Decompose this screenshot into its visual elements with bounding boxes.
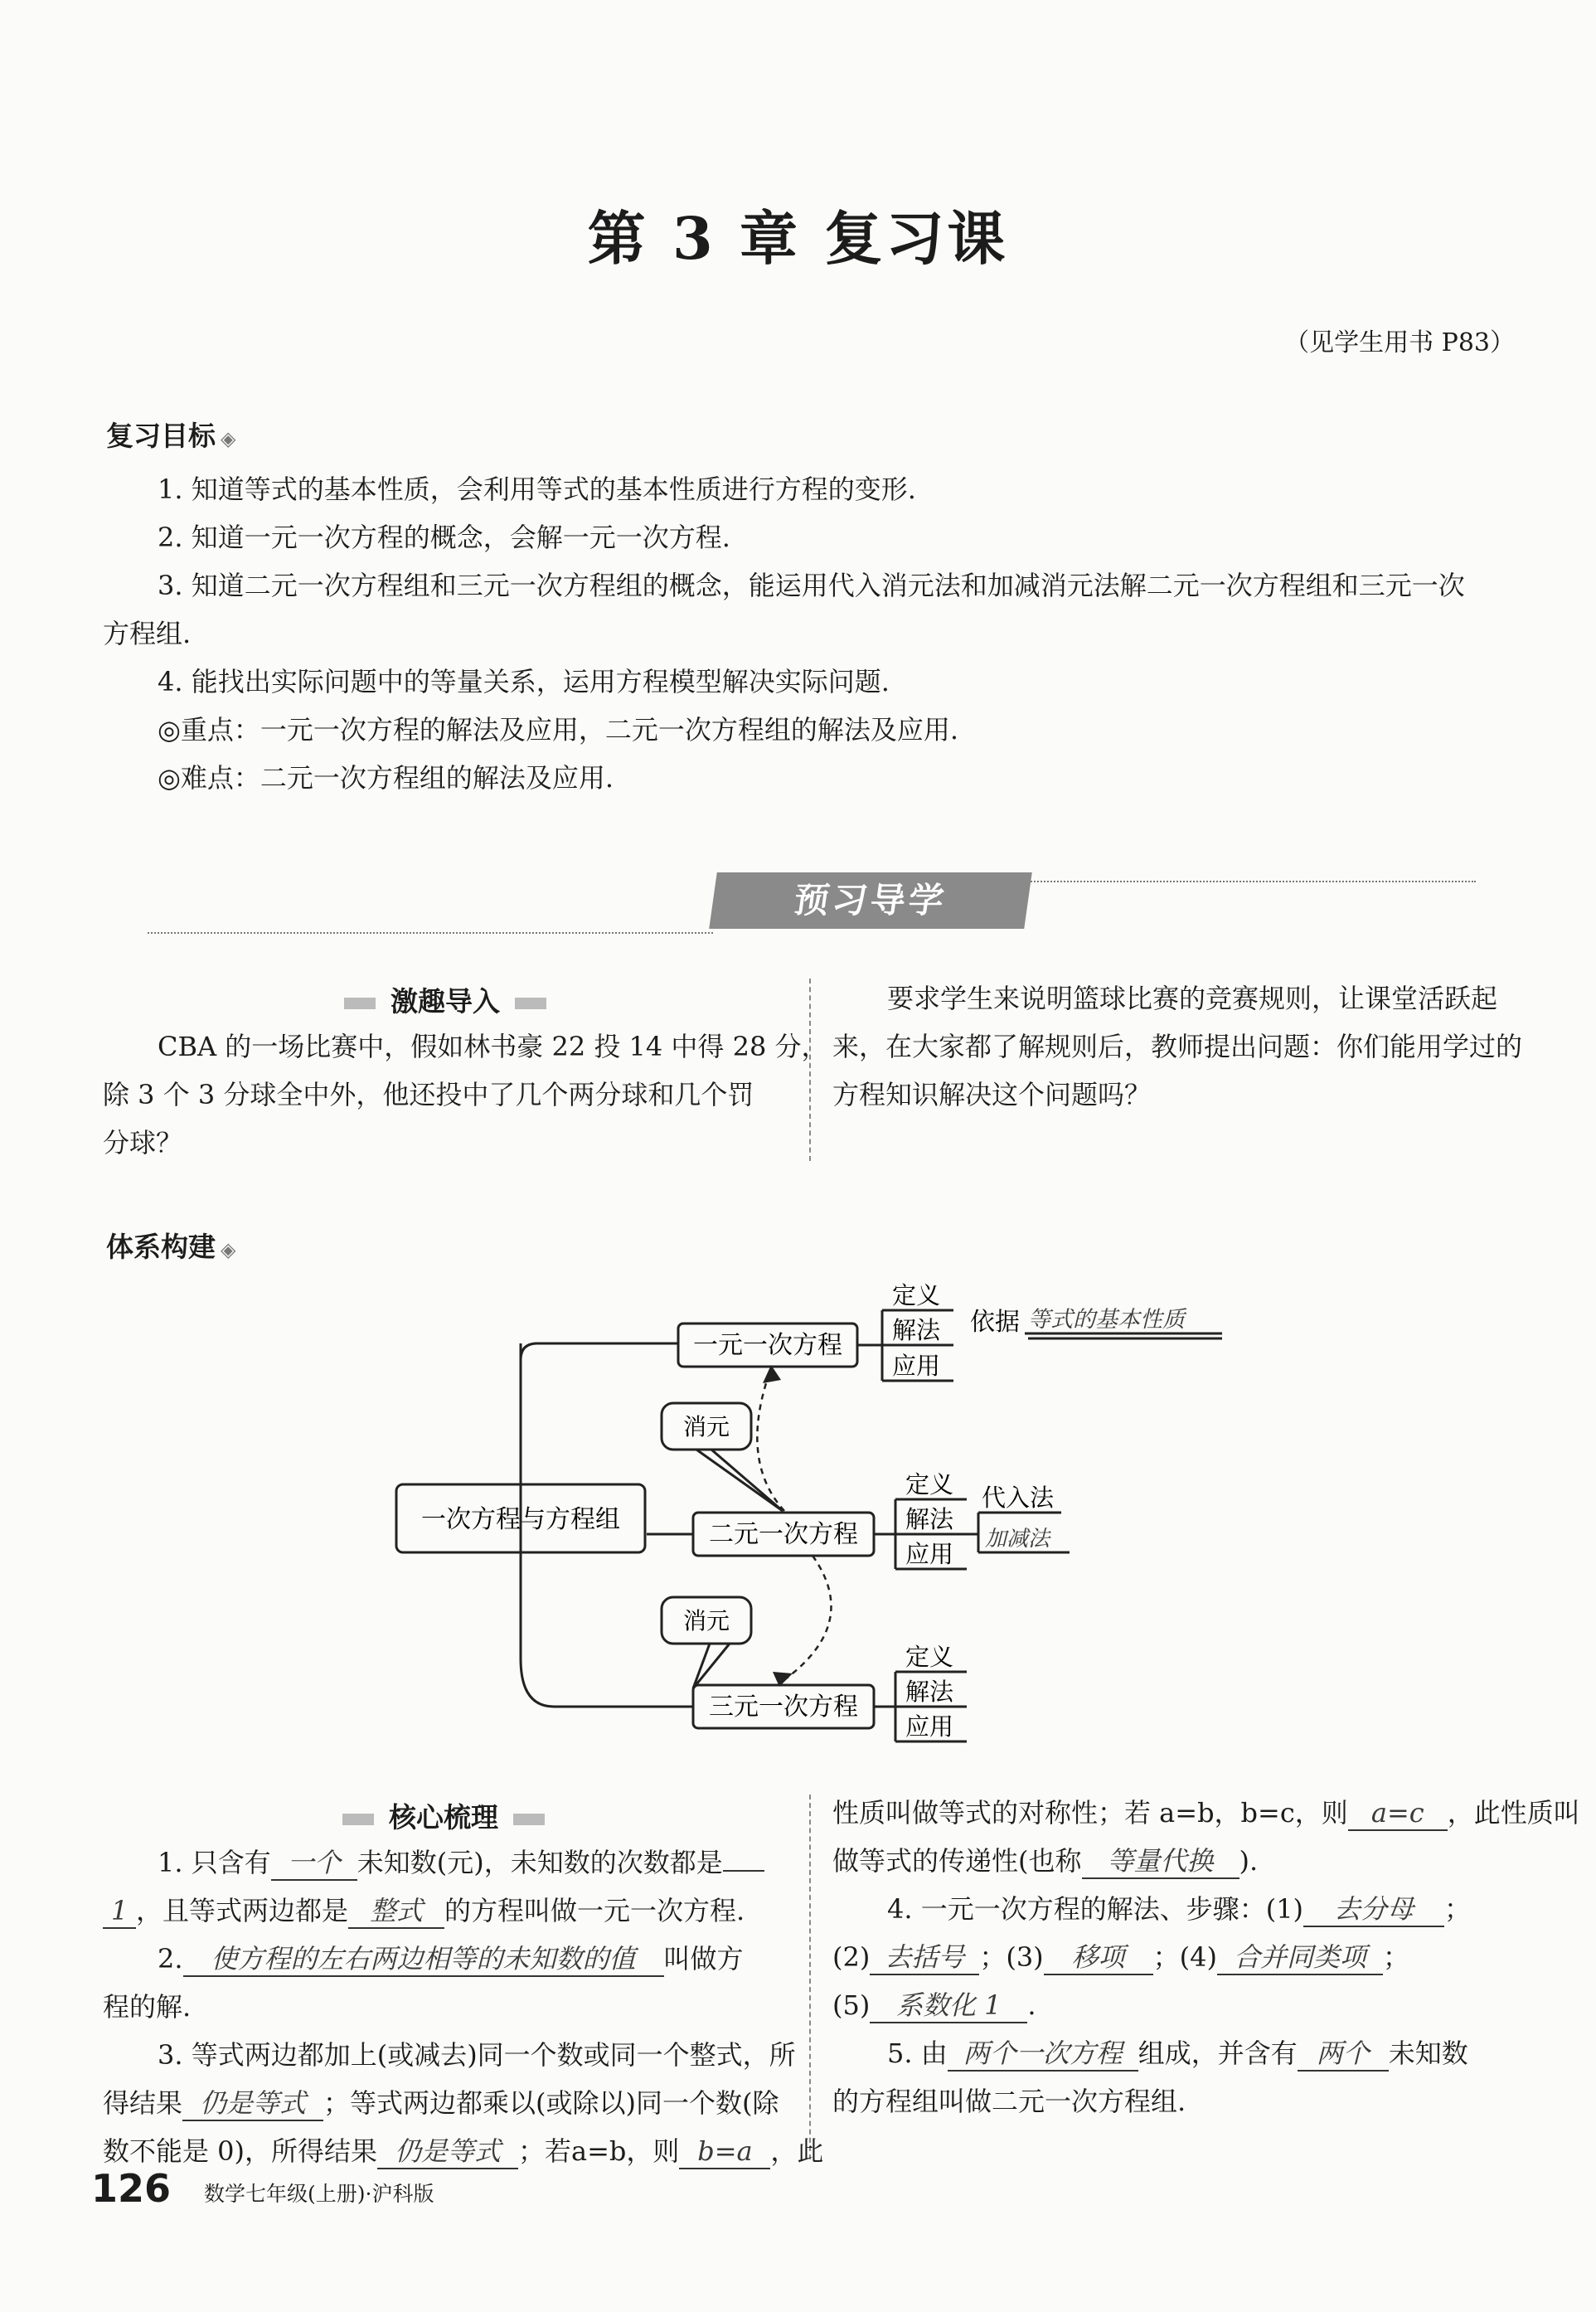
q3-text-b: 得结果 bbox=[103, 2087, 183, 2119]
core-title bbox=[307, 1796, 580, 1835]
q5-text-a: 5. 由 bbox=[887, 2038, 948, 2069]
node3-def: 定义 bbox=[905, 1643, 954, 1671]
core-q5-line1 bbox=[887, 2037, 1468, 2072]
q4-fill-1: 去分母 bbox=[1303, 1892, 1444, 1927]
key-point: ◎重点：一元一次方程的解法及应用，二元一次方程组的解法及应用. bbox=[158, 714, 959, 746]
core-q3-line1: 3. 等式两边都加上(或减去)同一个数或同一个整式，所 bbox=[158, 2039, 796, 2071]
system-heading-label: 体系构建 bbox=[106, 1231, 216, 1263]
elim2-pointer bbox=[693, 1644, 730, 1688]
r1-text-b: ，此性质叫 bbox=[1447, 1797, 1580, 1829]
q1-fill-blank bbox=[723, 1870, 764, 1872]
curve-node2-to-node3 bbox=[779, 1556, 832, 1683]
banner-rule-right bbox=[1028, 881, 1476, 882]
node2-def: 定义 bbox=[905, 1470, 954, 1498]
elim2-label: 消元 bbox=[682, 1607, 730, 1634]
r2-text-b: ). bbox=[1239, 1845, 1259, 1877]
q5-text-c: 未知数 bbox=[1388, 2038, 1468, 2069]
reference-note: （见学生用书 P83） bbox=[1284, 328, 1515, 357]
substitution-label: 代入法 bbox=[982, 1484, 1055, 1512]
core-q2-line1 bbox=[158, 1942, 744, 1977]
column-divider bbox=[809, 979, 811, 1161]
curve-node2-to-node1 bbox=[757, 1368, 784, 1511]
core-q1-line1 bbox=[158, 1846, 764, 1881]
core-q4-line1 bbox=[887, 1892, 1471, 1927]
core-q2-line2: 程的解. bbox=[103, 1991, 192, 2023]
intro-title bbox=[308, 980, 582, 1019]
page-number: 126 bbox=[91, 2166, 172, 2211]
goals-heading-label: 复习目标 bbox=[106, 420, 216, 452]
q1-text-c: ，且等式两边都是 bbox=[136, 1895, 349, 1926]
q3-fill-2: 仍是等式 bbox=[377, 2135, 518, 2169]
q1-text-b: 未知数(元)，未知数的次数都是 bbox=[357, 1847, 723, 1878]
core-q5-line2: 的方程组叫做二元一次方程组. bbox=[832, 2086, 1186, 2117]
q4-fill-4: 合并同类项 bbox=[1217, 1940, 1383, 1975]
q4-text-a: 4. 一元一次方程的解法、步骤：(1) bbox=[887, 1893, 1304, 1925]
core-r2 bbox=[832, 1844, 1258, 1879]
node2-apply: 应用 bbox=[905, 1540, 954, 1568]
q3-text-e: ；若a=b，则 bbox=[518, 2135, 680, 2167]
core-r1 bbox=[832, 1796, 1580, 1831]
q1-text-a: 1. 只含有 bbox=[158, 1847, 271, 1878]
q5-text-b: 组成，并含有 bbox=[1138, 2038, 1298, 2069]
intro-right-line-1: 要求学生来说明篮球比赛的竞赛规则，让课堂活跃起 bbox=[887, 983, 1498, 1014]
node2-solve: 解法 bbox=[905, 1505, 954, 1533]
node1-label: 一元一次方程 bbox=[693, 1331, 842, 1360]
intro-title-label: 激趣导入 bbox=[391, 985, 500, 1018]
intro-left-line-3: 分球？ bbox=[103, 1127, 183, 1158]
core-q3-line2 bbox=[103, 2086, 779, 2121]
core-q1-line2 bbox=[103, 1894, 745, 1929]
difficult-point: ◎难点：二元一次方程组的解法及应用. bbox=[158, 762, 614, 794]
q1-fill-3: 整式 bbox=[348, 1894, 444, 1929]
core-title-label: 核心梳理 bbox=[389, 1801, 498, 1834]
q4-text-b: ； bbox=[1444, 1893, 1472, 1925]
intro-right-line-2: 来，在大家都了解规则后，教师提出问题：你们能用学过的 bbox=[832, 1031, 1523, 1062]
q3-text-f: ，此 bbox=[770, 2135, 824, 2167]
q4-fill-5: 系数化 1 bbox=[870, 1989, 1027, 2023]
r1-fill-1: a=c bbox=[1348, 1796, 1448, 1831]
core-q3-line3 bbox=[103, 2135, 823, 2169]
title-bar-right bbox=[515, 998, 546, 1009]
r2-text-a: 做等式的传递性(也称 bbox=[832, 1845, 1082, 1877]
concept-map bbox=[365, 1260, 1327, 1758]
node1-def: 定义 bbox=[892, 1281, 941, 1309]
core-q4-line3 bbox=[832, 1989, 1036, 2023]
q1-fill-2: 1 bbox=[103, 1894, 136, 1929]
q5-fill-1: 两个一次方程 bbox=[948, 2037, 1138, 2072]
q3-text-d: 数不能是 0)，所得结果 bbox=[103, 2135, 378, 2167]
r1-text-a: 性质叫做等式的对称性；若 a=b，b=c，则 bbox=[832, 1797, 1348, 1829]
q4-text-e: ；(4) bbox=[1152, 1941, 1218, 1973]
node2-label: 二元一次方程 bbox=[709, 1520, 858, 1549]
intro-left-line-1: CBA 的一场比赛中，假如林书豪 22 投 14 中得 28 分， bbox=[158, 1031, 828, 1062]
q1-text-d: 的方程叫做一元一次方程. bbox=[444, 1895, 745, 1926]
diamond-icon: ◈ bbox=[221, 1238, 236, 1261]
core-column-divider bbox=[809, 1795, 811, 2159]
node3-solve: 解法 bbox=[905, 1678, 954, 1706]
goal-item-2: 2. 知道一元一次方程的概念，会解一元一次方程. bbox=[158, 522, 730, 553]
basis-fill: 等式的基本性质 bbox=[1028, 1307, 1185, 1333]
q4-text-h: . bbox=[1027, 1989, 1036, 2021]
node3-label: 三元一次方程 bbox=[709, 1693, 858, 1722]
q2-fill-1: 使方程的左右两边相等的未知数的值 bbox=[183, 1942, 664, 1977]
elim1-label: 消元 bbox=[682, 1413, 730, 1440]
node1-apply: 应用 bbox=[892, 1352, 941, 1380]
q3-fill-1: 仍是等式 bbox=[182, 2086, 323, 2121]
goals-heading bbox=[106, 415, 235, 454]
goal-item-4: 4. 能找出实际问题中的等量关系，运用方程模型解决实际问题. bbox=[158, 666, 890, 697]
title-bar-right bbox=[513, 1814, 545, 1825]
banner-rule-left bbox=[148, 932, 713, 934]
node3-apply: 应用 bbox=[905, 1712, 954, 1741]
q4-text-d: ；(3) bbox=[979, 1941, 1044, 1973]
root-label: 一次方程与方程组 bbox=[421, 1505, 620, 1534]
q4-text-c: (2) bbox=[832, 1941, 871, 1973]
q3-fill-3: b=a bbox=[679, 2135, 770, 2169]
basis-label: 依据 bbox=[970, 1308, 1020, 1337]
goal-item-3: 3. 知道二元一次方程组和三元一次方程组的概念，能运用代入消元法和加减消元法解二元一次方程组和三元一次 bbox=[158, 570, 1465, 601]
q4-text-f: ； bbox=[1383, 1941, 1410, 1973]
q3-text-c: ；等式两边都乘以(或除以)同一个数(除 bbox=[323, 2087, 779, 2119]
page-title: 第 3 章 复习课 bbox=[587, 204, 1009, 273]
diamond-icon: ◈ bbox=[221, 427, 236, 450]
system-heading bbox=[106, 1226, 235, 1265]
node1-solve: 解法 bbox=[892, 1316, 941, 1344]
goal-item-1: 1. 知道等式的基本性质，会利用等式的基本性质进行方程的变形. bbox=[158, 474, 916, 505]
addition-fill: 加减法 bbox=[985, 1527, 1050, 1552]
core-q4-line2 bbox=[832, 1940, 1409, 1975]
trunk-to-node1 bbox=[521, 1343, 678, 1484]
q5-fill-2: 两个 bbox=[1298, 2037, 1389, 2072]
preview-banner: 预习导学 bbox=[709, 872, 1032, 929]
r2-fill-1: 等量代换 bbox=[1082, 1844, 1239, 1879]
goal-item-3-cont: 方程组. bbox=[103, 618, 192, 649]
intro-left-line-2: 除 3 个 3 分球全中外，他还投中了几个两分球和几个罚 bbox=[103, 1079, 754, 1110]
q4-fill-2: 去括号 bbox=[870, 1940, 979, 1975]
title-bar-left bbox=[342, 1814, 374, 1825]
q2-text-a: 2. bbox=[158, 1943, 183, 1974]
q2-text-b: 叫做方 bbox=[663, 1943, 744, 1974]
q1-fill-1: 一个 bbox=[271, 1846, 357, 1881]
title-bar-left bbox=[344, 998, 376, 1009]
intro-right-line-3: 方程知识解决这个问题吗？ bbox=[832, 1079, 1152, 1110]
book-title: 数学七年级(上册)·沪科版 bbox=[204, 2182, 434, 2206]
q4-text-g: (5) bbox=[832, 1989, 871, 2021]
elim1-pointer bbox=[696, 1450, 783, 1511]
q4-fill-3: 移项 bbox=[1044, 1940, 1153, 1975]
